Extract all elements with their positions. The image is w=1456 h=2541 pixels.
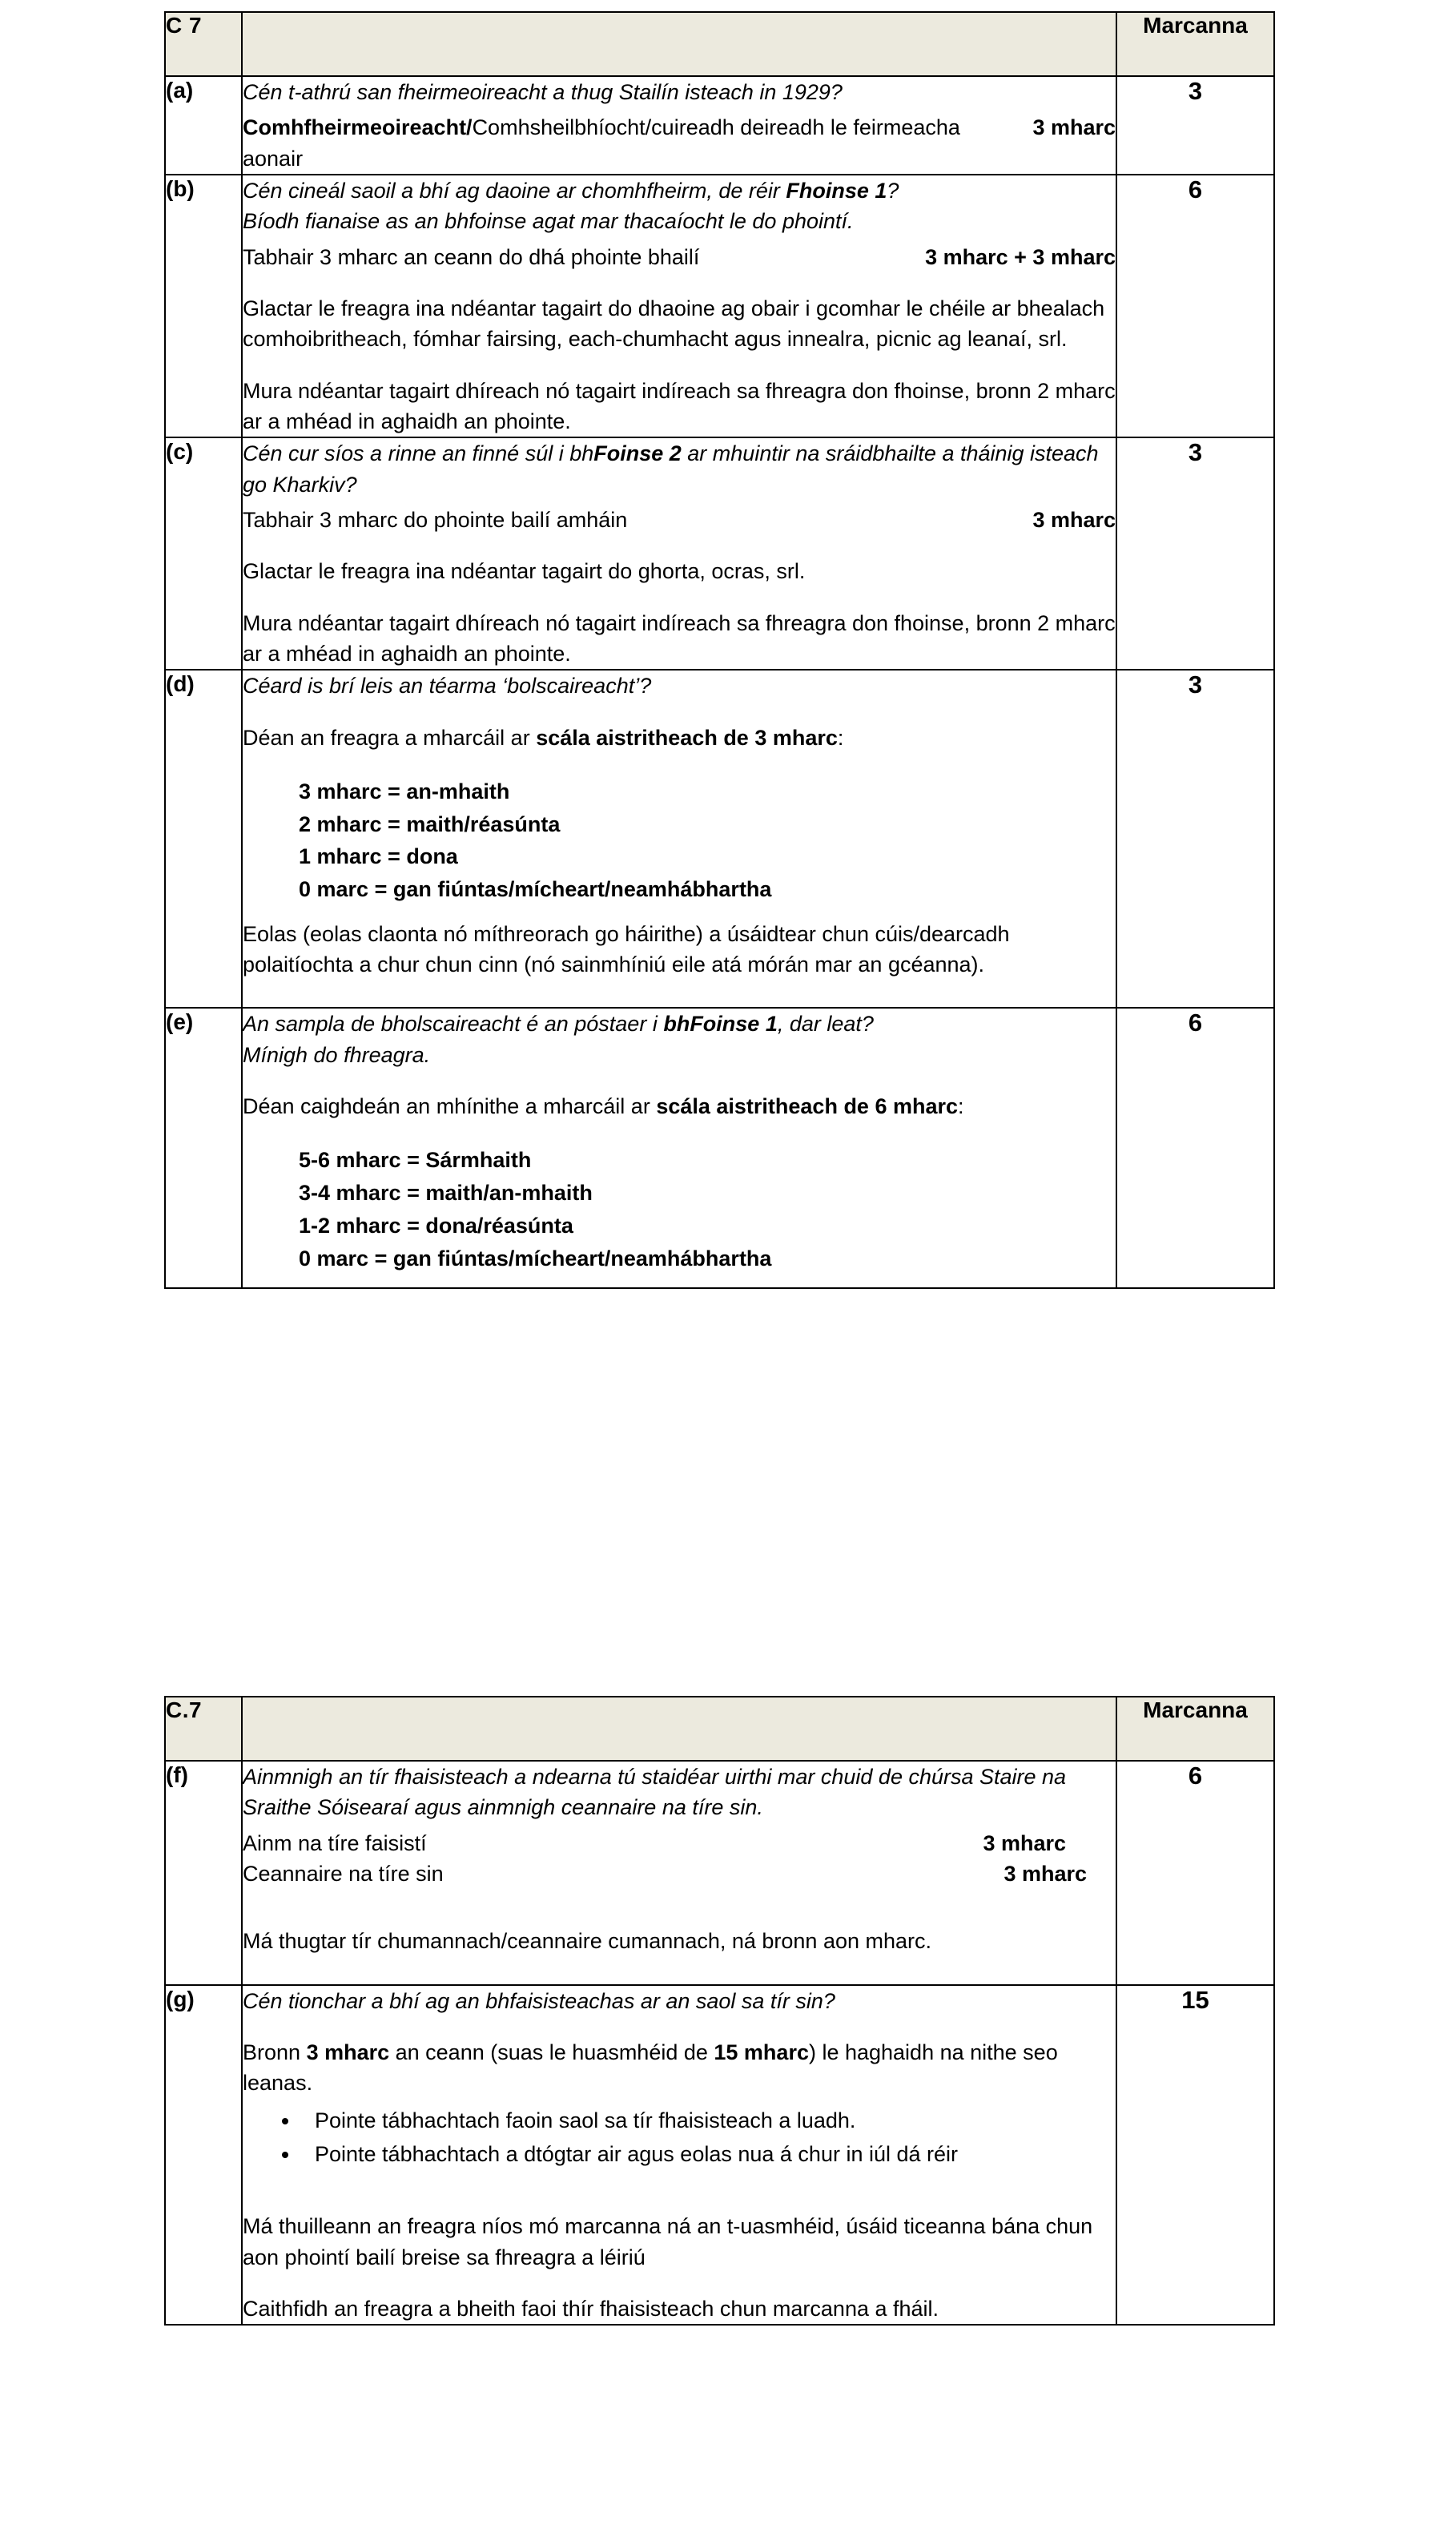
stem-part2-b: ? bbox=[887, 178, 899, 203]
row-marks-d: 3 bbox=[1116, 670, 1274, 1008]
marking-scale-d bbox=[243, 777, 1116, 904]
guide-mark-c: 3 mharc bbox=[1032, 507, 1116, 532]
question-stem-a: Cén t-athrú san fheirmeoireacht a thug Stailín isteach in 1929? bbox=[243, 80, 843, 104]
instruction-scale-d: scála aistritheach de 3 mharc bbox=[536, 725, 838, 750]
scale-item: 0 marc = gan fiúntas/mícheart/neamhábhartha bbox=[299, 1246, 772, 1270]
scale-item: 3 mharc = an-mhaith bbox=[299, 779, 510, 803]
stem-part2-c: ar mhuintir na sráidbhailte a tháinig isteach go Kharkiv? bbox=[243, 441, 1099, 497]
row-marks-c: 3 bbox=[1116, 437, 1274, 670]
row-body-b bbox=[242, 175, 1116, 437]
table-row bbox=[165, 1761, 1274, 1985]
item-mark-country: 3 mharc bbox=[983, 1830, 1066, 1855]
marks-column-header: Marcanna bbox=[1116, 1697, 1274, 1761]
answer-block-a bbox=[243, 112, 1116, 174]
stem-part1-e: An sampla de bholscaireacht é an póstaer i bbox=[243, 1012, 664, 1037]
row-body-d bbox=[242, 670, 1116, 1008]
guide-text-b: Tabhair 3 mharc an ceann do dhá phointe bhailí bbox=[243, 244, 700, 269]
row-label-f: (f) bbox=[165, 1761, 242, 1985]
table-row bbox=[165, 670, 1274, 1008]
answer-alternatives-a: Comhsheilbhíocht/cuireadh deireadh le feirmeacha aonair bbox=[243, 115, 960, 171]
answer-mark-a: 3 mharc bbox=[1032, 115, 1116, 140]
question-stem-c bbox=[243, 438, 1116, 500]
stem-source-ref-c: Foinse 2 bbox=[593, 441, 682, 466]
instruction-post-e: : bbox=[958, 1094, 964, 1119]
row-body-g bbox=[242, 1985, 1116, 2326]
item-row bbox=[243, 1858, 1116, 1889]
row-marks-g: 15 bbox=[1116, 1985, 1274, 2326]
award-per-point-g: 3 mharc bbox=[306, 2040, 390, 2064]
marking-scheme-table-one bbox=[164, 11, 1275, 1289]
accept-note-c: Glactar le freagra ina ndéantar tagairt do ghorta, ocras, srl. bbox=[243, 559, 806, 584]
scale-item: 1-2 mharc = dona/réasúnta bbox=[299, 1213, 573, 1238]
question-stem-g: Cén tionchar a bhí ag an bhfaisisteachas ar an saol sa tír sin? bbox=[243, 1988, 835, 2013]
item-label-country: Ainm na tíre faisistí bbox=[243, 1830, 427, 1855]
criteria-list-g bbox=[243, 2105, 1116, 2170]
table-row bbox=[165, 175, 1274, 437]
instruction-post-d: : bbox=[837, 725, 844, 750]
award-mid-g: an ceann (suas le huasmhéid de bbox=[389, 2040, 714, 2064]
row-label-d: (d) bbox=[165, 670, 242, 1008]
stem-part2-e: , dar leat? bbox=[777, 1012, 874, 1037]
deduction-note-f: Má thugtar tír chumannach/ceannaire cumannach, ná bronn aon mharc. bbox=[243, 1929, 932, 1954]
stem-source-ref-e: bhFoinse 1 bbox=[663, 1012, 778, 1037]
table-row bbox=[165, 76, 1274, 175]
instruction-pre-e: Déan caighdeán an mhínithe a mharcáil ar bbox=[243, 1094, 657, 1119]
spacer bbox=[243, 1957, 1116, 1984]
accept-note-b: Glactar le freagra ina ndéantar tagairt do dhaoine ag obair i gcomhar le chéile ar bhealach comhoibritheach, fómhar fairsing, each-chumhacht agus innealra, picnic ag leanaí, srl. bbox=[243, 296, 1105, 352]
header-spacer-cell bbox=[242, 12, 1116, 76]
header-spacer-cell bbox=[242, 1697, 1116, 1761]
item-row bbox=[243, 1828, 1116, 1858]
row-label-e: (e) bbox=[165, 1008, 242, 1288]
row-body-c bbox=[242, 437, 1116, 670]
guide-line-b bbox=[243, 242, 1116, 272]
question-stem-d: Céard is brí leis an téarma ‘bolscaireacht’? bbox=[243, 674, 652, 699]
guide-text-c: Tabhair 3 mharc do phointe bailí amháin bbox=[243, 507, 628, 532]
row-body-f bbox=[242, 1761, 1116, 1985]
marks-column-header: Marcanna bbox=[1116, 12, 1274, 76]
award-post-g: ) le haghaidh na nithe seo leanas. bbox=[243, 2040, 1058, 2096]
question-stem-e bbox=[243, 1009, 1116, 1070]
row-label-a: (a) bbox=[165, 76, 242, 175]
guide-line-c bbox=[243, 505, 1116, 535]
table-row bbox=[165, 1985, 1274, 2326]
row-label-g: (g) bbox=[165, 1985, 242, 2326]
overflow-note-g: Má thuilleann an freagra níos mó marcanna ná an t-uasmhéid, úsáid ticeanna bána chun aon phointí bailí breise sa fhreagra a léiriú bbox=[243, 2214, 1093, 2269]
award-pre-g: Bronn bbox=[243, 2040, 307, 2064]
row-marks-e: 6 bbox=[1116, 1008, 1274, 1288]
stem-source-ref-b: Fhoinse 1 bbox=[786, 178, 887, 203]
row-label-b: (b) bbox=[165, 175, 242, 437]
list-item: • Pointe tábhachtach a dtógtar air agus eolas nua á chur in iúl dá réir bbox=[300, 2139, 1116, 2169]
table-header-row bbox=[165, 12, 1274, 76]
table-two-wrapper bbox=[164, 1696, 1273, 2326]
row-body-a bbox=[242, 76, 1116, 175]
table-row bbox=[165, 437, 1274, 670]
table-header-row bbox=[165, 1697, 1274, 1761]
answer-keyword-a: Comhfheirmeoireacht/ bbox=[243, 115, 473, 140]
stem-line2-b: Bíodh fianaise as an bhfoinse agat mar thacaíocht le do phointí. bbox=[243, 209, 854, 234]
question-stem-b bbox=[243, 175, 1116, 237]
scale-item: 0 marc = gan fiúntas/mícheart/neamhábhartha bbox=[299, 877, 772, 902]
spacer bbox=[243, 980, 1116, 1007]
row-label-c: (c) bbox=[165, 437, 242, 670]
row-marks-a: 3 bbox=[1116, 76, 1274, 175]
list-item: • Pointe tábhachtach faoin saol sa tír fhaisisteach a luadh. bbox=[300, 2105, 1116, 2136]
instruction-scale-e: scála aistritheach de 6 mharc bbox=[656, 1094, 959, 1119]
award-instruction-g bbox=[243, 2037, 1116, 2099]
question-number-header: C 7 bbox=[165, 12, 242, 76]
guide-mark-b: 3 mharc + 3 mharc bbox=[925, 244, 1116, 269]
instruction-pre-d: Déan an freagra a mharcáil ar bbox=[243, 725, 537, 750]
instruction-d bbox=[243, 723, 1116, 753]
row-body-e bbox=[242, 1008, 1116, 1288]
scale-item: 2 mharc = maith/réasúnta bbox=[299, 811, 561, 836]
instruction-e bbox=[243, 1091, 1116, 1122]
table-row bbox=[165, 1008, 1274, 1288]
deduction-note-c: Mura ndéantar tagairt dhíreach nó tagairt indíreach sa fhreagra don fhoinse, bronn 2 mharc ar a mhéad in aghaidh an phointe. bbox=[243, 610, 1116, 666]
item-mark-leader: 3 mharc bbox=[1004, 1861, 1087, 1886]
scale-item: 3-4 mharc = maith/an-mhaith bbox=[299, 1181, 593, 1206]
row-marks-f: 6 bbox=[1116, 1761, 1274, 1985]
marking-scheme-table-two bbox=[164, 1696, 1275, 2326]
stem-part1-c: Cén cur síos a rinne an finné súl i bh bbox=[243, 441, 594, 466]
stem-line2-e: Mínigh do fhreagra. bbox=[243, 1042, 431, 1067]
scale-item: 5-6 mharc = Sármhaith bbox=[299, 1148, 532, 1173]
scale-item: 1 mharc = dona bbox=[299, 844, 458, 869]
explanation-d: Eolas (eolas claonta nó míthreorach go háirithe) a úsáidtear chun cúis/dearcadh polaitíochta a chur chun cinn (nó sainmhíniú eile atá mórán mar an gcéanna). bbox=[243, 921, 1010, 977]
table-one-wrapper bbox=[164, 11, 1273, 1289]
stem-part1-b: Cén cineál saoil a bhí ag daoine ar chomhfheirm, de réir bbox=[243, 178, 786, 203]
item-list-f bbox=[243, 1828, 1116, 1890]
question-stem-f: Ainmnigh an tír fhaisisteach a ndearna tú staidéar uirthi mar chuid de chúrsa Staire na Sraithe Sóisearaí agus ainmnigh ceannaire na tíre sin. bbox=[243, 1765, 1067, 1820]
question-number-header: C.7 bbox=[165, 1697, 242, 1761]
marking-scale-e bbox=[243, 1146, 1116, 1273]
deduction-note-b: Mura ndéantar tagairt dhíreach nó tagairt indíreach sa fhreagra don fhoinse, bronn 2 mharc ar a mhéad in aghaidh an phointe. bbox=[243, 378, 1116, 433]
item-label-leader: Ceannaire na tíre sin bbox=[243, 1861, 444, 1886]
requirement-note-g: Caithfidh an freagra a bheith faoi thír fhaisisteach chun marcanna a fháil. bbox=[243, 2296, 939, 2321]
row-marks-b: 6 bbox=[1116, 175, 1274, 437]
award-max-g: 15 mharc bbox=[714, 2040, 809, 2064]
